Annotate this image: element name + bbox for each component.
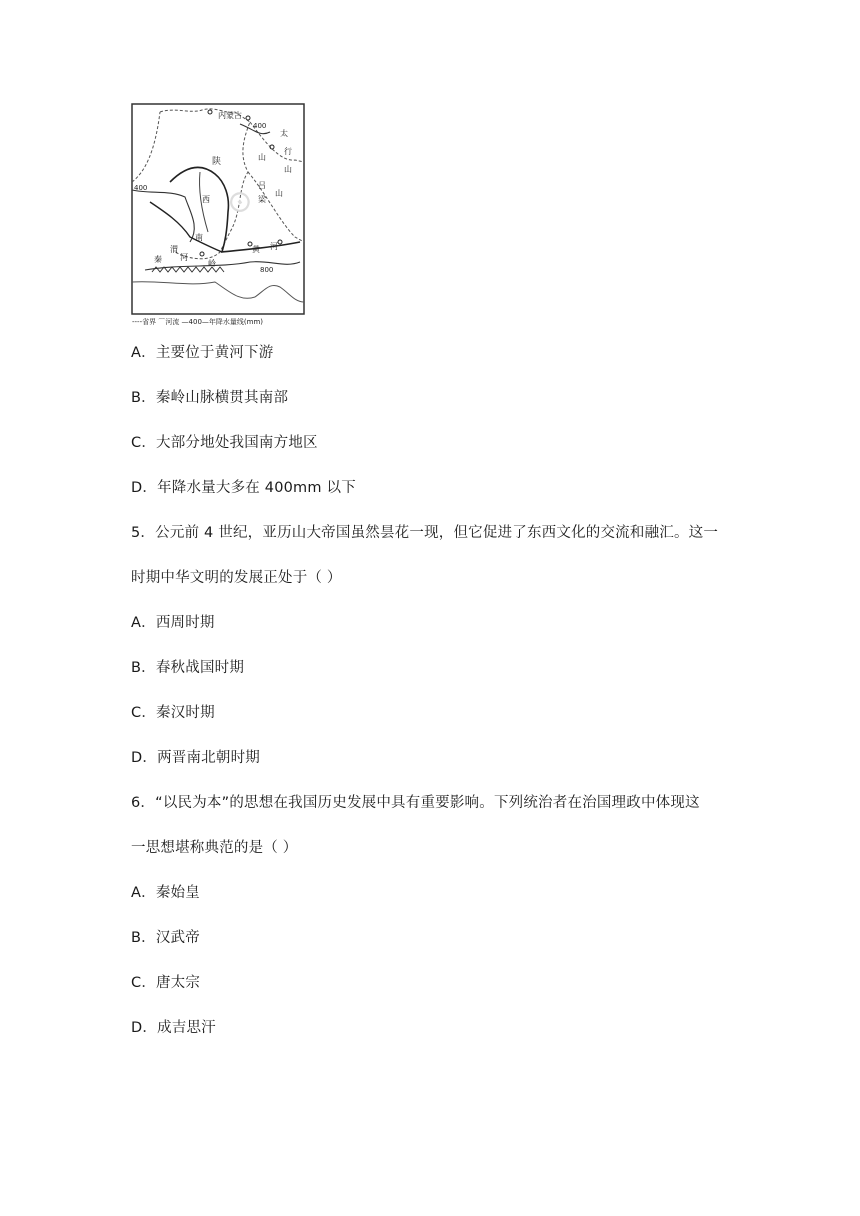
label-he: 河	[180, 253, 188, 262]
option-a-q4: A．主要位于黄河下游	[131, 345, 274, 361]
label-shan: 山	[284, 165, 292, 174]
label-nan: 南	[195, 233, 203, 242]
option-c-q4: C．大部分地处我国南方地区	[131, 435, 318, 451]
label-ling: 岭	[208, 259, 216, 268]
label-shanxi: 山	[258, 153, 266, 162]
question-5-line-2: 时期中华文明的发展正处于（ ）	[131, 570, 342, 586]
option-c-q6: C．唐太宗	[131, 975, 201, 991]
label-wei: 渭	[170, 245, 178, 254]
option-a-q6: A．秦始皇	[131, 885, 200, 901]
option-b-q4: B．秦岭山脉横贯其南部	[131, 390, 289, 406]
label-xi: 西	[202, 195, 210, 204]
isoline-label-400-left: 400	[134, 184, 148, 192]
question-6-line-2: 一思想堪称典范的是（ ）	[131, 840, 298, 856]
question-6-line-1: 6．“以民为本”的思想在我国历史发展中具有重要影响。下列统治者在治国理政中体现这	[131, 795, 700, 811]
map-legend: ----省界 ⌒河流 —400—年降水量线(mm)	[132, 318, 264, 326]
question-5-line-1: 5．公元前 4 世纪，亚历山大帝国虽然昙花一现，但它促进了东西文化的交流和融汇。这一	[131, 525, 719, 541]
label-huang: 黄	[252, 245, 260, 254]
option-d-q5: D．两晋南北朝时期	[131, 750, 260, 766]
label-liang: 梁	[258, 195, 266, 204]
option-b-q5: B．春秋战国时期	[131, 660, 245, 676]
label-he2: 河	[270, 242, 278, 251]
isoline-label-400-top: 400	[253, 122, 267, 130]
label-shaanxi: 陕	[212, 157, 222, 167]
map-figure	[130, 102, 308, 328]
label-lv: 吕	[258, 181, 266, 190]
option-d-q4: D．年降水量大多在 400mm 以下	[131, 480, 356, 496]
isoline-label-800: 800	[260, 266, 274, 274]
label-inner-mongolia: 内蒙古	[218, 111, 242, 120]
svg-text:⊙: ⊙	[219, 180, 261, 224]
label-tai: 太	[280, 129, 288, 138]
option-d-q6: D．成吉思汗	[131, 1020, 216, 1036]
option-a-q5: A．西周时期	[131, 615, 215, 631]
region-map	[130, 102, 308, 328]
option-b-q6: B．汉武帝	[131, 930, 200, 946]
label-hang: 行	[284, 147, 292, 156]
label-shan2: 山	[275, 189, 283, 198]
label-qin: 秦	[154, 255, 162, 264]
option-c-q5: C．秦汉时期	[131, 705, 215, 721]
